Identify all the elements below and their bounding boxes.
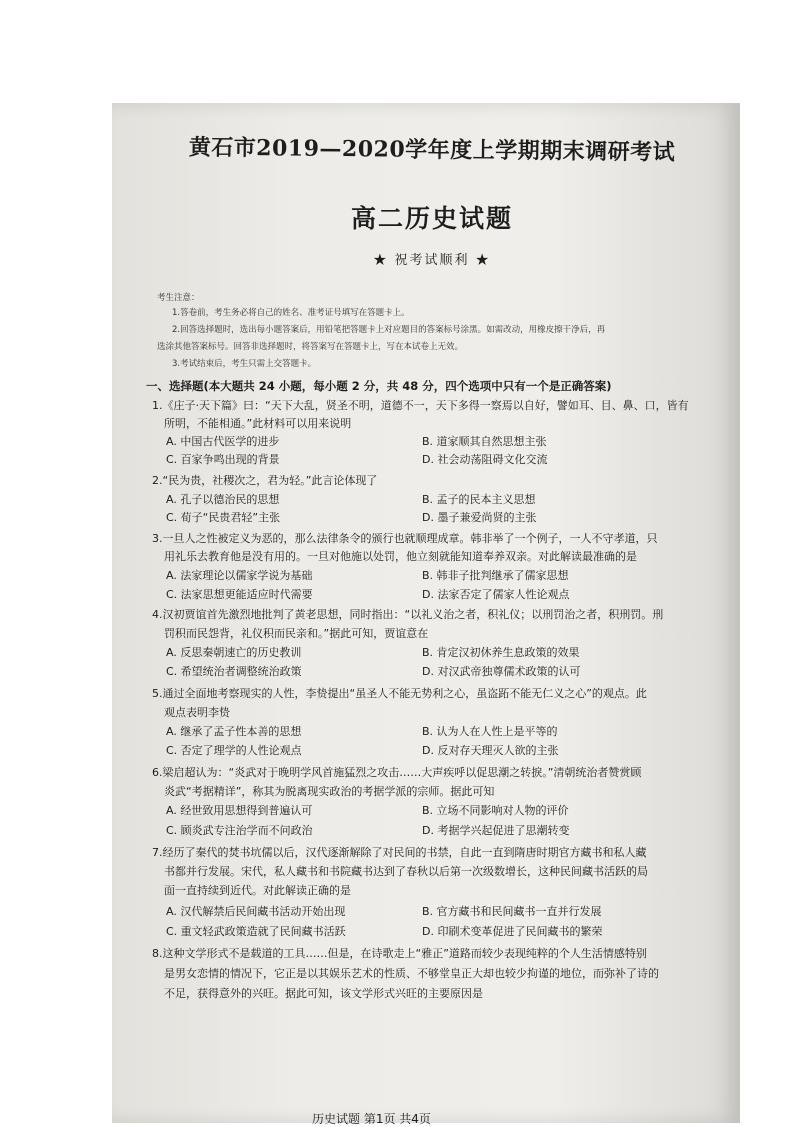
exam-paper — [112, 103, 740, 1126]
option: A. 法家理论以儒家学说为基础 — [166, 569, 313, 582]
notice-item: 3.考试结束后，考生只需上交答题卡。 — [172, 359, 317, 369]
question-line: 面一直持续到近代。对此解读正确的是 — [164, 884, 351, 897]
question-line: 不足，获得意外的兴旺。据此可知，该文学形式兴旺的主要原因是 — [164, 987, 483, 1000]
option: B. 肯定汉初休养生息政策的效果 — [422, 646, 580, 659]
notice-heading: 考生注意： — [157, 293, 200, 303]
section-title: 一、选择题(本大题共 24 小题，每小题 2 分，共 48 分，四个选项中只有一个是正确答案) — [146, 379, 612, 393]
option: A. 汉代解禁后民间藏书活动开始出现 — [166, 905, 346, 918]
question-line: 3.一旦人之性被定义为恶的，那么法律条令的颁行也就顺理成章。韩非举了一个例子，一人不守孝道，只 — [152, 532, 658, 545]
question-line: 7.经历了秦代的焚书坑儒以后，汉代逐渐解除了对民间的书禁，自此一直到隋唐时期官方藏书和私人藏 — [152, 846, 647, 859]
option: B. 官方藏书和民间藏书一直并行发展 — [422, 905, 602, 918]
option: B. 道家顺其自然思想主张 — [422, 435, 547, 448]
question-line: 用礼乐去教育他是没有用的。一旦对他施以处罚，他立刻就能知道奉养双亲。对此解读最准确的是 — [164, 550, 637, 563]
option: C. 否定了理学的人性论观点 — [166, 744, 302, 757]
question-line: 罚积而民怨背，礼仪积而民亲和。”据此可知，贾谊意在 — [164, 627, 429, 640]
notice-item: 1.答卷前，考生务必将自己的姓名、准考证号填写在答题卡上。 — [172, 308, 410, 318]
good-luck-line: ★ 祝考试顺利 ★ — [373, 253, 491, 268]
option: D. 考据学兴起促进了思潮转变 — [422, 824, 570, 837]
option: C. 顾炎武专注治学而不问政治 — [166, 824, 313, 837]
option: B. 孟子的民本主义思想 — [422, 493, 536, 506]
question-line: 书都并行发展。宋代，私人藏书和书院藏书达到了春秋以后第一次级数增长，这种民间藏书活跃的局 — [164, 865, 648, 878]
exam-subtitle: 高二历史试题 — [350, 204, 513, 233]
option: B. 立场不同影响对人物的评价 — [422, 804, 569, 817]
question-line: 所明，不能相通。”此材料可以用来说明 — [164, 417, 352, 430]
notice-item: 选涂其他答案标号。回答非选择题时，将答案写在答题卡上，写在本试卷上无效。 — [157, 342, 464, 352]
option: A. 经世致用思想得到普遍认可 — [166, 804, 313, 817]
option: D. 印刷术变革促进了民间藏书的繁荣 — [422, 925, 603, 938]
question-line: 观点表明李贽 — [164, 706, 230, 719]
option: D. 墨子兼爱尚贤的主张 — [422, 511, 537, 524]
question-line: 是男女恋情的情况下，它正是以其娱乐艺术的性质、不够堂皇正大却也较少拘谨的地位，而弥补了诗的 — [164, 967, 659, 980]
question-line: 炎武“考据精详”，称其为脱离现实政治的考据学派的宗师。据此可知 — [164, 785, 495, 798]
option: D. 法家否定了儒家人性论观点 — [422, 588, 570, 601]
option: A. 孔子以德治民的思想 — [166, 493, 280, 506]
option: A. 中国古代医学的进步 — [166, 435, 280, 448]
option: B. 韩非子批判继承了儒家思想 — [422, 569, 569, 582]
question-line: 2.“民为贵，社稷次之，君为轻。”此言论体现了 — [152, 474, 378, 487]
question-line: 8.这种文学形式不是载道的工具……但是，在诗歌走上“雅正”道路而较少表现纯粹的个人生活情感特别 — [152, 947, 647, 960]
question-line: 6.梁启超认为：“炎武对于晚明学风首施猛烈之攻击……大声疾呼以促思潮之转捩。”清朝统治者赞赏顾 — [152, 766, 642, 779]
option: D. 反对存天理灭人欲的主张 — [422, 744, 559, 757]
question-line: 5.通过全面地考察现实的人性，李贽提出“虽圣人不能无势利之心，虽盗跖不能无仁义之心”的观点。此 — [152, 687, 647, 700]
option: D. 对汉武帝独尊儒术政策的认可 — [422, 665, 581, 678]
page-footer: 历史试题 第1页 共4页 — [312, 1112, 431, 1126]
option: A. 反思秦朝速亡的历史教训 — [166, 646, 302, 659]
question-line: 4.汉初贾谊首先激烈地批判了黄老思想，同时指出：“以礼义治之者，积礼仪；以刑罚治之者，积刑罚。刑 — [152, 608, 664, 621]
option: D. 社会动荡阻碍文化交流 — [422, 453, 548, 466]
notice-item: 2.回答选择题时，选出每小题答案后，用铅笔把答题卡上对应题目的答案标号涂黑。如需改动，用橡皮擦干净后，再 — [172, 325, 606, 335]
exam-title: 黄石市2019—2020学年度上学期期末调研考试 — [188, 134, 676, 166]
option: C. 百家争鸣出现的背景 — [166, 453, 280, 466]
option: C. 荀子“民贵君轻”主张 — [166, 511, 281, 524]
option: C. 希望统治者调整统治政策 — [166, 665, 302, 678]
option: C. 重文轻武政策造就了民间藏书活跃 — [166, 925, 346, 938]
option: C. 法家思想更能适应时代需要 — [166, 588, 313, 601]
question-line: 1.《庄子·天下篇》曰：“天下大乱，贤圣不明，道德不一，天下多得一察焉以自好，譬如耳、目、鼻、口，皆有 — [152, 399, 689, 412]
option: B. 认为人在人性上是平等的 — [422, 725, 558, 738]
option: A. 继承了孟子性本善的思想 — [166, 725, 302, 738]
